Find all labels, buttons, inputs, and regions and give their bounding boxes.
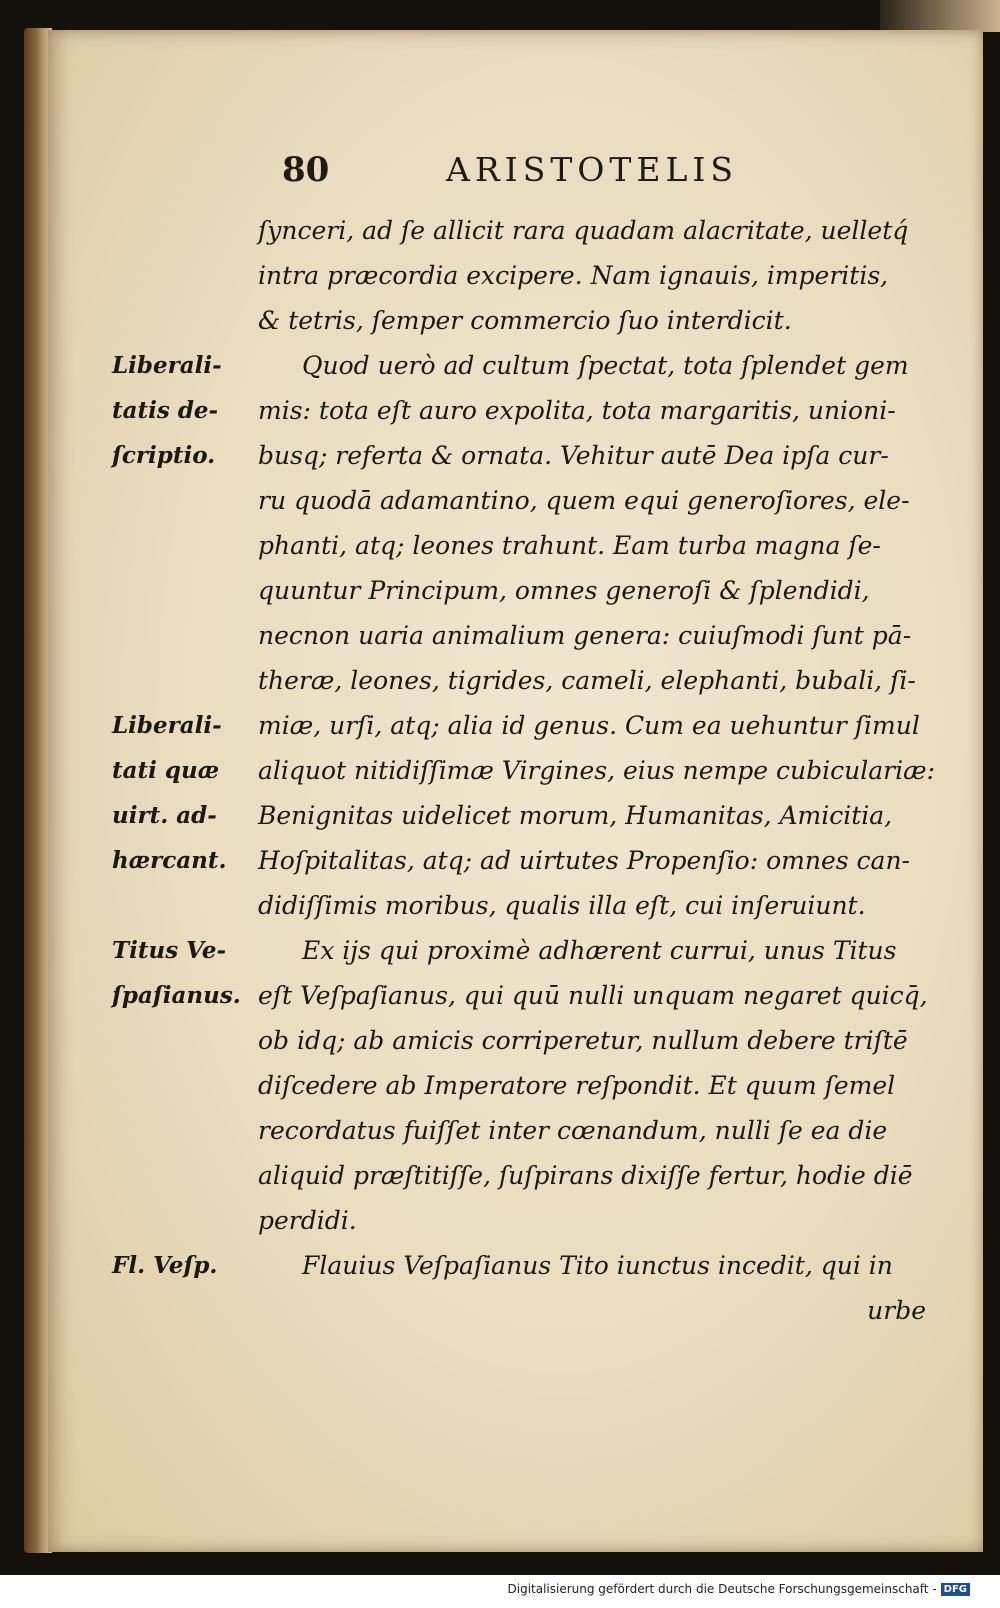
- text-line: didiſſimis moribus, qualis illa eſt, cui inſeruiunt.: [258, 891, 866, 920]
- text-line: aliquot nitidiſſimæ Virgines, eius nempe cubiculariæ:: [258, 756, 936, 785]
- text-line: ob idq; ab amicis corriperetur, nullum debere triſtē: [258, 1026, 908, 1055]
- text-line: mis: tota eſt auro expolita, tota margaritis, unioni-: [258, 396, 896, 425]
- text-line: recordatus fuiſſet inter cœnandum, nulli ſe ea die: [258, 1116, 888, 1145]
- marginal-line: tati quæ: [112, 757, 220, 784]
- book-corner: [880, 0, 1000, 32]
- marginal-note-flavius: [112, 1243, 262, 1288]
- marginal-note-titus: [112, 928, 262, 1018]
- text-line: theræ, leones, tigrides, cameli, elephanti, bubali, ſi-: [258, 666, 916, 695]
- marginal-line: Titus Ve-: [112, 937, 227, 964]
- dfg-logo: DFG: [941, 1583, 970, 1596]
- text-line: & tetris, ſemper commercio ſuo interdicit.: [258, 306, 792, 335]
- marginal-note-virtutes: [112, 703, 262, 883]
- text-line: aliquid præſtitiſſe, ſuſpirans dixiſſe fertur, hodie diē: [258, 1161, 913, 1190]
- digitization-credit: [508, 1582, 971, 1596]
- text-line: Hoſpitalitas, atq; ad uirtutes Propenſio: omnes can-: [258, 846, 910, 875]
- marginal-line: Liberali-: [112, 352, 222, 379]
- text-line: perdidi.: [258, 1206, 357, 1235]
- marginal-line: ſpaſianus.: [112, 982, 241, 1009]
- text-line: ru quodā adamantino, quem equi generoſiores, ele-: [258, 486, 910, 515]
- text-line: necnon uaria animalium genera: cuiuſmodi ſunt pā-: [258, 621, 912, 650]
- marginal-line: ſcriptio.: [112, 442, 216, 469]
- body-text: [258, 208, 938, 1333]
- text-line: eſt Veſpaſianus, qui quū nulli unquam negaret quicq̄,: [258, 981, 928, 1010]
- catchword: urbe: [867, 1296, 926, 1325]
- text-line: Ex ijs qui proximè adhærent currui, unus Titus: [302, 936, 897, 965]
- credit-text: Digitalisierung gefördert durch die Deutsche Forschungsgemeinschaft -: [507, 1582, 937, 1596]
- text-line: Flauius Veſpaſianus Tito iunctus incedit, qui in: [302, 1251, 893, 1280]
- text-line: Benignitas uidelicet morum, Humanitas, Amicitia,: [258, 801, 893, 830]
- marginal-note-liberalitatis: [112, 343, 262, 478]
- text-line: quuntur Principum, omnes generoſi & ſplendidi,: [258, 576, 870, 605]
- running-head-title: ARISTOTELIS: [446, 150, 739, 189]
- marginal-line: Liberali-: [112, 712, 222, 739]
- text-line: busq; referta & ornata. Vehitur autē Dea ipſa cur-: [258, 441, 889, 470]
- text-line: diſcedere ab Imperatore reſpondit. Et quum ſemel: [258, 1071, 896, 1100]
- marginal-line: hærcant.: [112, 847, 227, 874]
- text-line: phanti, atq; leones trahunt. Eam turba magna ſe-: [258, 531, 881, 560]
- text-line: Quod uerò ad cultum ſpectat, tota ſplendet gem: [302, 351, 909, 380]
- text-line: miæ, urſi, atq; alia id genus. Cum ea uehuntur ſimul: [258, 711, 920, 740]
- marginal-line: uirt. ad-: [112, 802, 217, 829]
- text-line: ſynceri, ad ſe allicit rara quadam alacritate, uelletq́: [258, 216, 909, 245]
- marginal-line: tatis de-: [112, 397, 219, 424]
- page-number: 80: [282, 150, 330, 190]
- text-line: intra præcordia excipere. Nam ignauis, imperitis,: [258, 261, 889, 290]
- marginal-line: Fl. Veſp.: [112, 1252, 218, 1279]
